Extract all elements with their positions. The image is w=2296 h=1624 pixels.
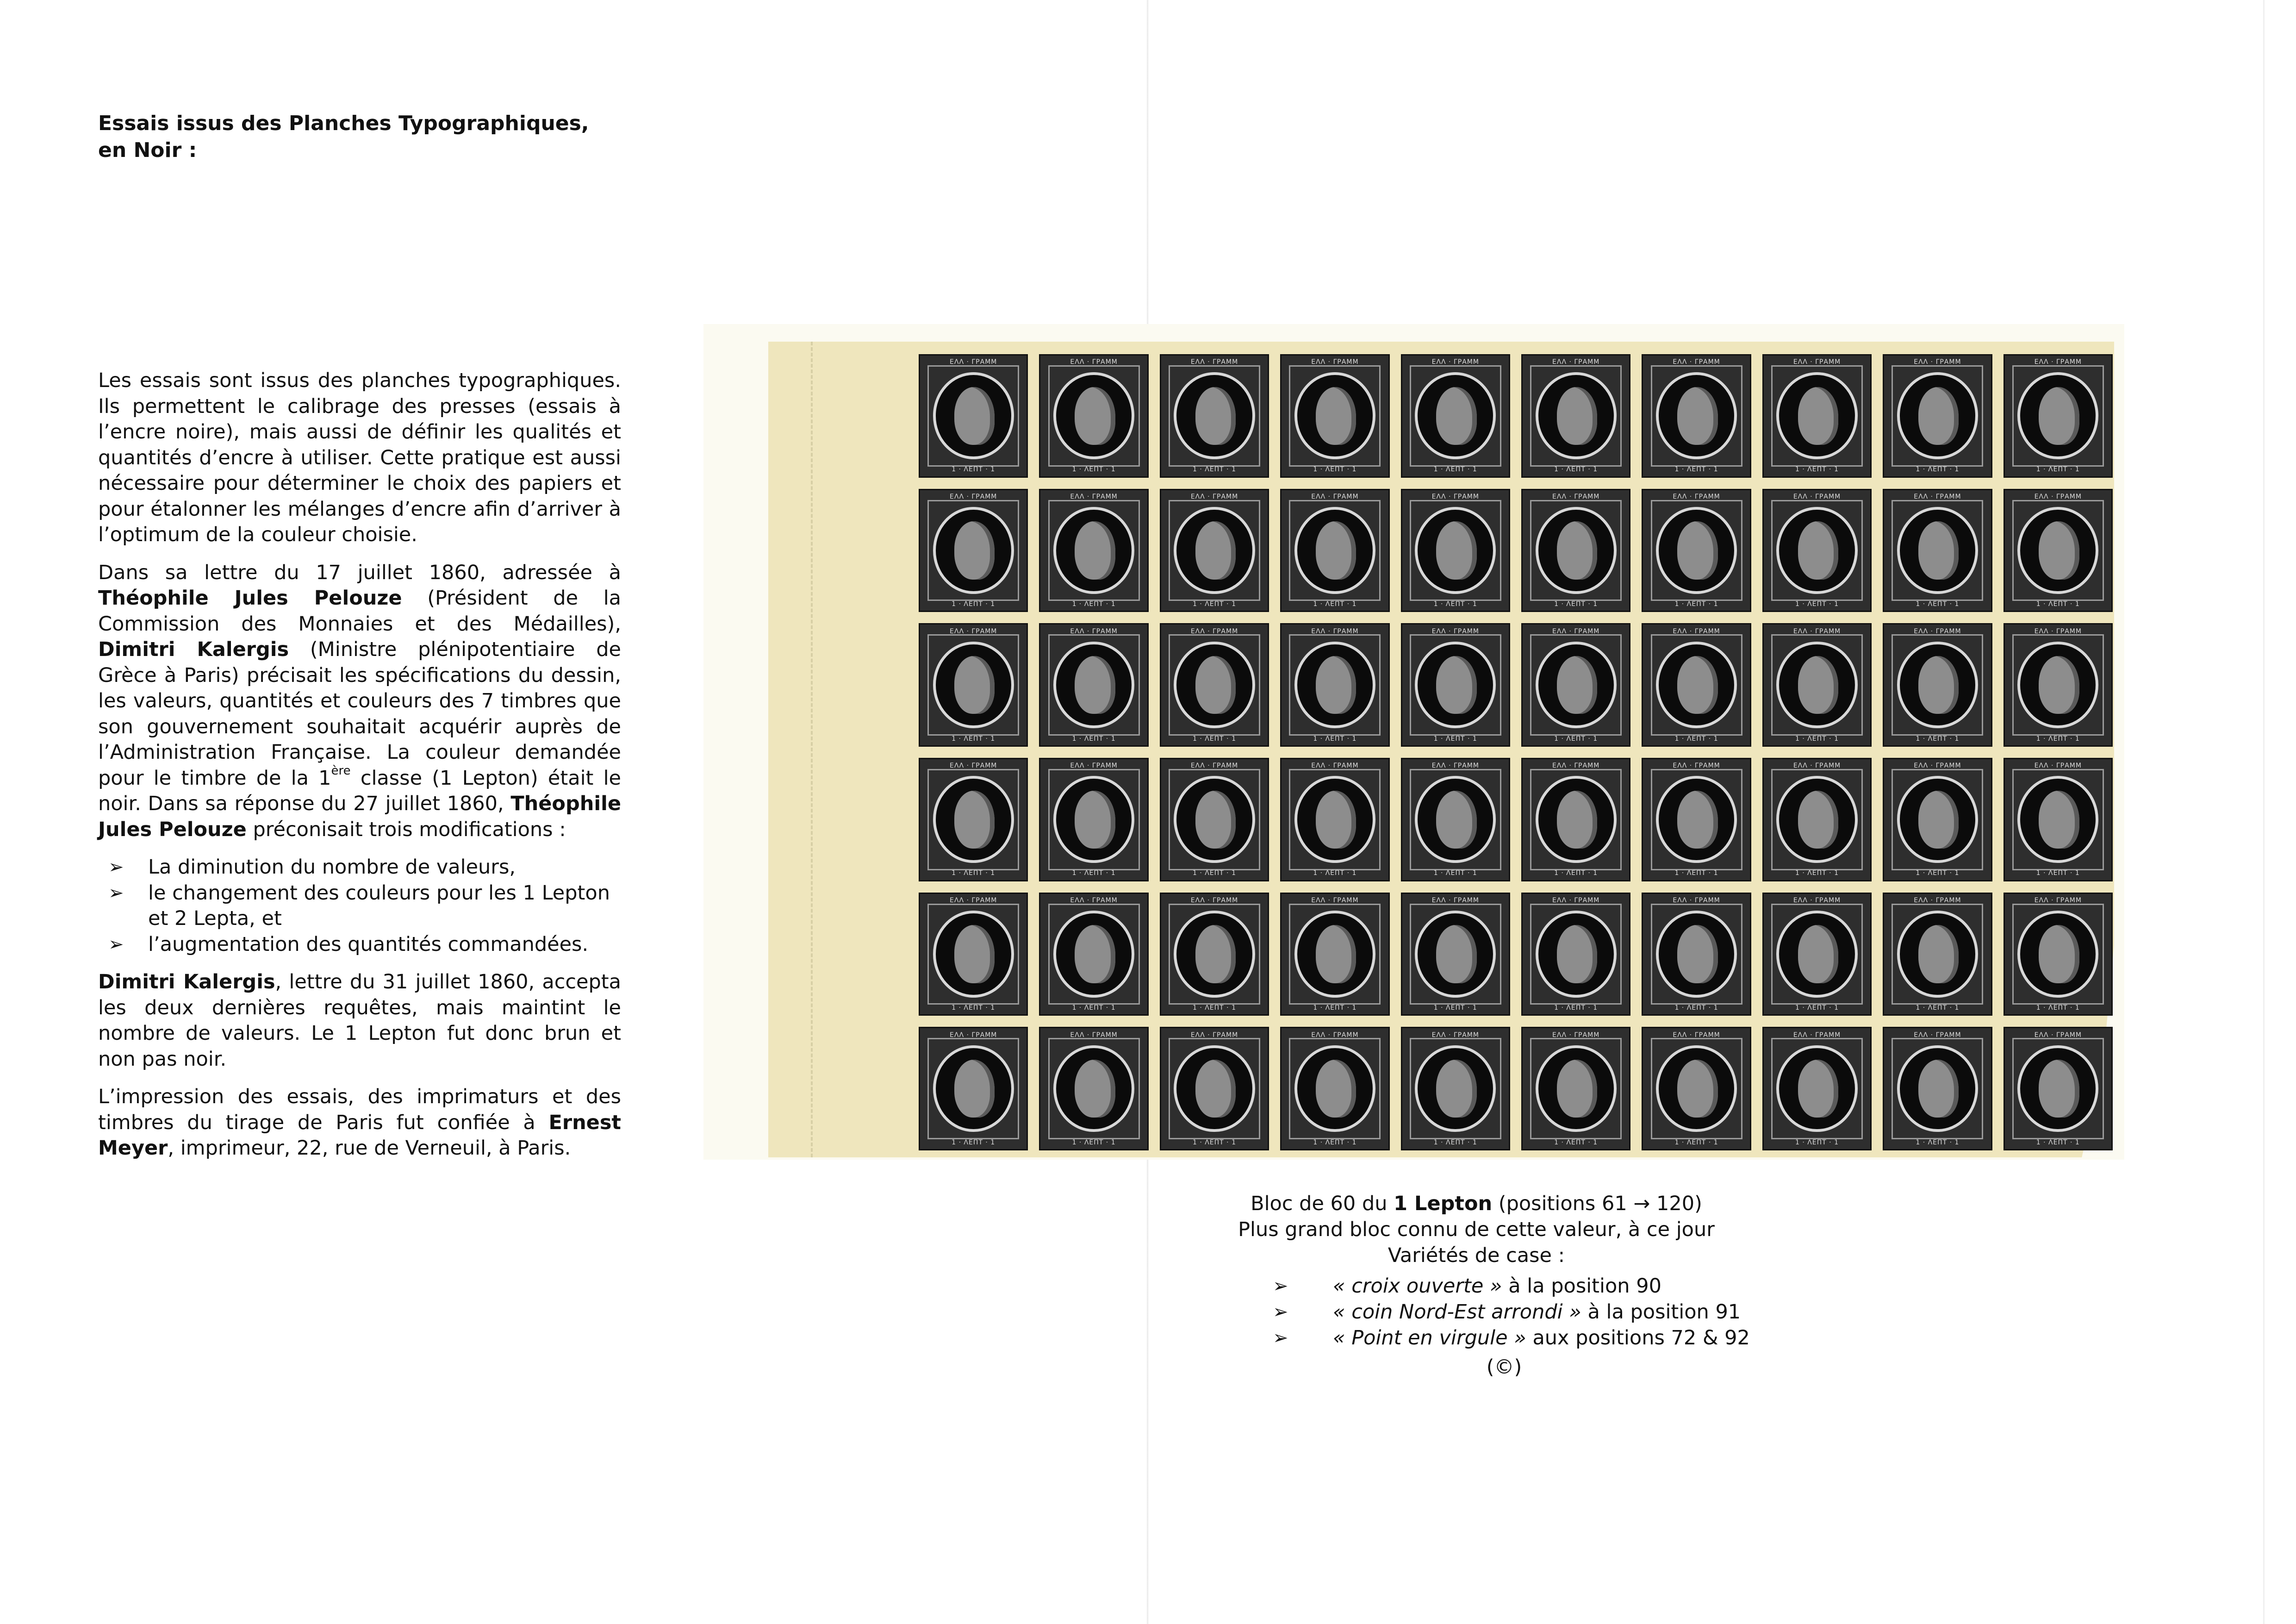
stamp [2004,893,2113,1016]
stamp-top-inscription: ΕΛΛ · ΓΡΑΜΜ [950,493,997,500]
hermes-head-icon [1918,656,1959,714]
stamp-top-inscription: ΕΛΛ · ΓΡΑΜΜ [1914,493,1961,500]
stamp-bottom-inscription: 1 · ΛΕΠΤ · 1 [1072,869,1116,877]
list-item: ➢ l’augmentation des quantités commandées. [98,932,621,958]
hermes-head-icon [954,1060,995,1118]
stamp-top-inscription: ΕΛΛ · ΓΡΑΜΜ [1070,493,1118,500]
stamp [1642,489,1751,612]
arrow-bullet-icon: ➢ [108,933,124,955]
stamp-top-inscription: ΕΛΛ · ΓΡΑΜΜ [1673,896,1720,904]
stamp [1401,623,1510,747]
stamp-top-inscription: ΕΛΛ · ΓΡΑΜΜ [1793,358,1841,366]
stamp [919,1027,1028,1150]
stamp-bottom-inscription: 1 · ΛΕΠΤ · 1 [2036,1004,2080,1012]
stamp [1883,354,1992,478]
stamp [1883,1027,1992,1150]
stamp-bottom-inscription: 1 · ΛΕΠΤ · 1 [952,600,996,608]
stamp [1883,489,1992,612]
stamp-top-inscription: ΕΛΛ · ΓΡΑΜΜ [1431,358,1479,366]
stamp [1160,354,1269,478]
stamp-top-inscription: ΕΛΛ · ΓΡΑΜΜ [2034,493,2082,500]
hermes-head-icon [1195,387,1236,445]
paragraph-1: Les essais sont issus des planches typographiques. Ils permettent le calibrage des presses (essais à l’encre noire), mais aussi de définir les qualités et quantités d’encre à utiliser. Cette pratique est aussi nécessaire pour déterminer le choix des papiers et pour étalonner les mélanges d’encre afin d’arriver à l’optimum de la couleur choisie. [98,369,621,546]
stamp [1762,354,1872,478]
caption-line-2: Plus grand bloc connu de cette valeur, à ce jour [1238,1218,1715,1241]
hermes-head-icon [1436,791,1477,849]
stamp-top-inscription: ΕΛΛ · ΓΡΑΜΜ [1311,358,1359,366]
stamp [2004,1027,2113,1150]
stamp [1642,1027,1751,1150]
p4-text-1: L’impression des essais, des imprimaturs et des timbres du tirage de Paris fut confiée à [98,1085,621,1134]
stamp-top-inscription: ΕΛΛ · ΓΡΑΜΜ [1431,627,1479,635]
name-kalergis: Dimitri Kalergis [98,638,289,661]
arrow-bullet-icon: ➢ [1273,1275,1288,1297]
stamp [1762,1027,1872,1150]
arrow-bullet-icon: ➢ [1273,1301,1288,1323]
stamp [1521,489,1630,612]
stamp-bottom-inscription: 1 · ΛΕΠΤ · 1 [1192,735,1236,743]
hermes-head-icon [954,925,995,983]
stamp [1160,893,1269,1016]
stamp-top-inscription: ΕΛΛ · ΓΡΑΜΜ [1431,762,1479,770]
stamp [1280,354,1389,478]
stamp-top-inscription: ΕΛΛ · ΓΡΑΜΜ [950,358,997,366]
hermes-head-icon [1316,656,1356,714]
stamp-bottom-inscription: 1 · ΛΕΠΤ · 1 [1433,735,1477,743]
page-edge [2263,0,2265,1624]
list-item: ➢ « Point en virgule » aux positions 72 & 92 [1273,1325,1874,1351]
hermes-head-icon [1436,1060,1477,1118]
hermes-head-icon [1677,521,1718,579]
stamp-bottom-inscription: 1 · ΛΕΠΤ · 1 [1072,1004,1116,1012]
stamp-top-inscription: ΕΛΛ · ΓΡΑΜΜ [1914,896,1961,904]
stamp-top-inscription: ΕΛΛ · ΓΡΑΜΜ [1673,1031,1720,1039]
hermes-head-icon [1918,925,1959,983]
stamp-top-inscription: ΕΛΛ · ΓΡΑΜΜ [1311,762,1359,770]
stamp-bottom-inscription: 1 · ΛΕΠΤ · 1 [1674,600,1718,608]
hermes-head-icon [1075,925,1115,983]
stamp-top-inscription: ΕΛΛ · ΓΡΑΜΜ [1311,1031,1359,1039]
stamp-bottom-inscription: 1 · ΛΕΠΤ · 1 [1674,1004,1718,1012]
stamp-bottom-inscription: 1 · ΛΕΠΤ · 1 [1072,600,1116,608]
stamp [1039,758,1148,881]
stamp-top-inscription: ΕΛΛ · ΓΡΑΜΜ [1552,762,1600,770]
hermes-head-icon [2039,387,2079,445]
stamp-top-inscription: ΕΛΛ · ΓΡΑΜΜ [1190,358,1238,366]
hermes-head-icon [954,656,995,714]
stamp [2004,623,2113,747]
stamp-top-inscription: ΕΛΛ · ΓΡΑΜΜ [1070,1031,1118,1039]
stamp-bottom-inscription: 1 · ΛΕΠΤ · 1 [1313,735,1357,743]
stamp-bottom-inscription: 1 · ΛΕΠΤ · 1 [1554,1138,1598,1146]
stamp-bottom-inscription: 1 · ΛΕΠΤ · 1 [1192,1004,1236,1012]
hermes-head-icon [1677,656,1718,714]
stamp-top-inscription: ΕΛΛ · ΓΡΑΜΜ [1311,493,1359,500]
stamp [1642,354,1751,478]
stamp-bottom-inscription: 1 · ΛΕΠΤ · 1 [2036,869,2080,877]
stamp-bottom-inscription: 1 · ΛΕΠΤ · 1 [952,869,996,877]
list-item: ➢ « coin Nord-Est arrondi » à la position 91 [1273,1299,1874,1325]
stamp [1883,893,1992,1016]
stamp [1401,489,1510,612]
stamp-bottom-inscription: 1 · ΛΕΠΤ · 1 [1916,869,1960,877]
hermes-head-icon [1195,1060,1236,1118]
p2-text-1: Dans sa lettre du 17 juillet 1860, adressée à [98,561,621,584]
stamp [1762,758,1872,881]
stamp-bottom-inscription: 1 · ΛΕΠΤ · 1 [1674,735,1718,743]
stamp-bottom-inscription: 1 · ΛΕΠΤ · 1 [1916,735,1960,743]
stamp [1039,489,1148,612]
hermes-head-icon [1195,791,1236,849]
stamp [1521,893,1630,1016]
heading-line-2: en Noir : [98,138,197,162]
hermes-head-icon [1798,656,1839,714]
stamp-top-inscription: ΕΛΛ · ΓΡΑΜΜ [2034,358,2082,366]
hermes-head-icon [1557,1060,1598,1118]
stamp-top-inscription: ΕΛΛ · ΓΡΑΜΜ [950,627,997,635]
hermes-head-icon [1677,1060,1718,1118]
stamp-bottom-inscription: 1 · ΛΕΠΤ · 1 [1795,1138,1839,1146]
stamp-bottom-inscription: 1 · ΛΕΠΤ · 1 [1313,466,1357,474]
stamp-bottom-inscription: 1 · ΛΕΠΤ · 1 [952,1138,996,1146]
hermes-head-icon [1075,791,1115,849]
stamp-top-inscription: ΕΛΛ · ΓΡΑΜΜ [2034,762,2082,770]
superscript-ere: ère [331,763,351,778]
stamp-top-inscription: ΕΛΛ · ΓΡΑΜΜ [2034,1031,2082,1039]
stamp [1642,758,1751,881]
hermes-head-icon [2039,656,2079,714]
hermes-head-icon [1557,925,1598,983]
heading-line-1: Essais issus des Planches Typographiques, [98,112,589,135]
stamp-top-inscription: ΕΛΛ · ΓΡΑΜΜ [1673,627,1720,635]
stamp-top-inscription: ΕΛΛ · ΓΡΑΜΜ [1311,896,1359,904]
modifications-list [98,855,621,957]
hermes-head-icon [2039,791,2079,849]
stamp [919,489,1028,612]
paragraph-2 [98,560,621,843]
hermes-head-icon [1798,1060,1839,1118]
name-kalergis-2: Dimitri Kalergis [98,970,275,993]
name-pelouze-2: Théophile Jules Pelouze [98,792,621,841]
hermes-head-icon [1677,791,1718,849]
stamp [919,893,1028,1016]
stamp-top-inscription: ΕΛΛ · ΓΡΑΜΜ [1793,627,1841,635]
caption-line-3: Variétés de case : [1388,1244,1565,1267]
stamp-bottom-inscription: 1 · ΛΕΠΤ · 1 [1192,466,1236,474]
stamp-bottom-inscription: 1 · ΛΕΠΤ · 1 [1554,1004,1598,1012]
stamp [1521,354,1630,478]
stamp-bottom-inscription: 1 · ΛΕΠΤ · 1 [1795,869,1839,877]
stamp-bottom-inscription: 1 · ΛΕΠΤ · 1 [1433,600,1477,608]
hermes-head-icon [1316,521,1356,579]
hermes-head-icon [2039,925,2079,983]
hermes-head-icon [954,387,995,445]
arrow-bullet-icon: ➢ [108,882,124,904]
stamp-top-inscription: ΕΛΛ · ΓΡΑΜΜ [1311,627,1359,635]
stamp-bottom-inscription: 1 · ΛΕΠΤ · 1 [1674,1138,1718,1146]
stamp [919,354,1028,478]
stamp [1160,1027,1269,1150]
stamp-top-inscription: ΕΛΛ · ΓΡΑΜΜ [1552,493,1600,500]
stamp [919,623,1028,747]
p2-text-5: préconisait trois modifications : [246,818,566,841]
stamp [1401,354,1510,478]
hermes-head-icon [1677,387,1718,445]
stamp [1642,893,1751,1016]
hermes-head-icon [1677,925,1718,983]
stamp [1280,623,1389,747]
p4-text-2: , imprimeur, 22, rue de Verneuil, à Paris. [168,1137,571,1160]
stamp-bottom-inscription: 1 · ΛΕΠΤ · 1 [1192,1138,1236,1146]
stamp [1280,1027,1389,1150]
p2-text-3: (Ministre plénipotentiaire de Grèce à Paris) précisait les spécifications du dessin, les valeurs, quantités et couleurs des 7 timbres que son gouvernement souhaitait acquérir auprès de l’Administration Française. La couleur demandée pour le timbre de la 1 [98,638,621,790]
stamp [1039,1027,1148,1150]
stamp-top-inscription: ΕΛΛ · ΓΡΑΜΜ [1431,493,1479,500]
stamp [919,758,1028,881]
stamp-bottom-inscription: 1 · ΛΕΠΤ · 1 [2036,1138,2080,1146]
stamp-top-inscription: ΕΛΛ · ΓΡΑΜΜ [1673,493,1720,500]
hermes-head-icon [2039,1060,2079,1118]
paragraph-3 [98,969,621,1072]
stamp-bottom-inscription: 1 · ΛΕΠΤ · 1 [1192,869,1236,877]
hermes-head-icon [1195,521,1236,579]
hermes-head-icon [1436,656,1477,714]
stamp-block-grid [919,354,2113,1150]
stamp-top-inscription: ΕΛΛ · ΓΡΑΜΜ [1673,762,1720,770]
stamp [1521,758,1630,881]
hermes-head-icon [1798,387,1839,445]
stamp-bottom-inscription: 1 · ΛΕΠΤ · 1 [1916,1004,1960,1012]
hermes-head-icon [954,521,995,579]
caption-line-1: Bloc de 60 du 1 Lepton (positions 61 → 120) [1251,1192,1702,1215]
stamp [1521,623,1630,747]
hermes-head-icon [1798,791,1839,849]
stamp-bottom-inscription: 1 · ΛΕΠΤ · 1 [2036,735,2080,743]
stamp-top-inscription: ΕΛΛ · ΓΡΑΜΜ [1431,896,1479,904]
stamp-top-inscription: ΕΛΛ · ΓΡΑΜΜ [1914,762,1961,770]
stamp-bottom-inscription: 1 · ΛΕΠΤ · 1 [952,466,996,474]
stamp-bottom-inscription: 1 · ΛΕΠΤ · 1 [1072,1138,1116,1146]
stamp [1039,354,1148,478]
stamp [1762,489,1872,612]
stamp-bottom-inscription: 1 · ΛΕΠΤ · 1 [1795,735,1839,743]
stamp-bottom-inscription: 1 · ΛΕΠΤ · 1 [1795,1004,1839,1012]
stamp [1280,489,1389,612]
stamp-top-inscription: ΕΛΛ · ΓΡΑΜΜ [950,1031,997,1039]
stamp [1160,489,1269,612]
stamp-bottom-inscription: 1 · ΛΕΠΤ · 1 [1554,466,1598,474]
hermes-head-icon [2039,521,2079,579]
stamp [1039,623,1148,747]
hermes-head-icon [1918,521,1959,579]
hermes-head-icon [1798,925,1839,983]
name-meyer: Ernest Meyer [98,1111,621,1160]
stamp-bottom-inscription: 1 · ΛΕΠΤ · 1 [1433,1138,1477,1146]
stamp-top-inscription: ΕΛΛ · ΓΡΑΜΜ [1793,493,1841,500]
stamp-top-inscription: ΕΛΛ · ΓΡΑΜΜ [1914,1031,1961,1039]
stamp-bottom-inscription: 1 · ΛΕΠΤ · 1 [1916,466,1960,474]
name-pelouze: Théophile Jules Pelouze [98,587,402,610]
stamp-bottom-inscription: 1 · ΛΕΠΤ · 1 [1072,466,1116,474]
stamp-bottom-inscription: 1 · ΛΕΠΤ · 1 [1554,735,1598,743]
stamp-bottom-inscription: 1 · ΛΕΠΤ · 1 [2036,466,2080,474]
hermes-head-icon [1436,387,1477,445]
stamp [1401,758,1510,881]
hermes-head-icon [1195,656,1236,714]
stamp-top-inscription: ΕΛΛ · ΓΡΑΜΜ [1793,762,1841,770]
stamp-top-inscription: ΕΛΛ · ΓΡΑΜΜ [1190,627,1238,635]
stamp-top-inscription: ΕΛΛ · ΓΡΑΜΜ [950,762,997,770]
stamp-bottom-inscription: 1 · ΛΕΠΤ · 1 [952,1004,996,1012]
stamp [1401,1027,1510,1150]
varieties-list [1273,1273,1874,1351]
stamp-top-inscription: ΕΛΛ · ΓΡΑΜΜ [1190,896,1238,904]
hermes-head-icon [1557,387,1598,445]
caption-value: 1 Lepton [1394,1192,1493,1215]
stamp-bottom-inscription: 1 · ΛΕΠΤ · 1 [1795,466,1839,474]
stamp-bottom-inscription: 1 · ΛΕΠΤ · 1 [1916,1138,1960,1146]
stamp [1762,893,1872,1016]
hermes-head-icon [1316,1060,1356,1118]
hermes-head-icon [1075,387,1115,445]
stamp-top-inscription: ΕΛΛ · ΓΡΑΜΜ [1914,627,1961,635]
stamp-top-inscription: ΕΛΛ · ΓΡΑΜΜ [1793,1031,1841,1039]
stamp-bottom-inscription: 1 · ΛΕΠΤ · 1 [1433,869,1477,877]
selvage-perforation [811,342,813,1157]
stamp [1883,758,1992,881]
hermes-head-icon [1195,925,1236,983]
stamp-bottom-inscription: 1 · ΛΕΠΤ · 1 [1554,600,1598,608]
stamp-top-inscription: ΕΛΛ · ΓΡΑΜΜ [1070,358,1118,366]
stamp-top-inscription: ΕΛΛ · ΓΡΑΜΜ [2034,627,2082,635]
stamp [1883,623,1992,747]
stamp-top-inscription: ΕΛΛ · ΓΡΑΜΜ [1673,358,1720,366]
hermes-head-icon [1316,925,1356,983]
arrow-bullet-icon: ➢ [108,856,124,878]
stamp-top-inscription: ΕΛΛ · ΓΡΑΜΜ [2034,896,2082,904]
list-item: ➢ le changement des couleurs pour les 1 Lepton et 2 Lepta, et [108,881,610,930]
hermes-head-icon [1075,521,1115,579]
p2-text-2: (Président de la Commission des Monnaies et des Médailles), [98,587,622,636]
stamp-top-inscription: ΕΛΛ · ΓΡΑΜΜ [1190,493,1238,500]
hermes-head-icon [1075,656,1115,714]
hermes-head-icon [1557,791,1598,849]
block-caption [1176,1191,1777,1268]
stamp-bottom-inscription: 1 · ΛΕΠΤ · 1 [1674,869,1718,877]
p3-text: , lettre du 31 juillet 1860, accepta les deux dernières requêtes, mais maintint le nombre de valeurs. Le 1 Lepton fut donc brun et non pas noir. [98,970,621,1071]
page-heading [98,110,626,164]
stamp-top-inscription: ΕΛΛ · ΓΡΑΜΜ [1552,358,1600,366]
stamp-bottom-inscription: 1 · ΛΕΠΤ · 1 [1916,600,1960,608]
stamp-bottom-inscription: 1 · ΛΕΠΤ · 1 [1313,1004,1357,1012]
stamp [1642,623,1751,747]
stamp [1280,758,1389,881]
stamp-top-inscription: ΕΛΛ · ΓΡΑΜΜ [950,896,997,904]
hermes-head-icon [1557,656,1598,714]
hermes-head-icon [1436,521,1477,579]
stamp-bottom-inscription: 1 · ΛΕΠΤ · 1 [2036,600,2080,608]
stamp-top-inscription: ΕΛΛ · ΓΡΑΜΜ [1190,762,1238,770]
stamp-top-inscription: ΕΛΛ · ΓΡΑΜΜ [1914,358,1961,366]
stamp-top-inscription: ΕΛΛ · ΓΡΑΜΜ [1070,762,1118,770]
stamp [2004,354,2113,478]
hermes-head-icon [1798,521,1839,579]
stamp [1762,623,1872,747]
stamp-bottom-inscription: 1 · ΛΕΠΤ · 1 [1313,1138,1357,1146]
list-item: ➢ La diminution du nombre de valeurs, [98,855,621,881]
stamp-bottom-inscription: 1 · ΛΕΠΤ · 1 [1313,600,1357,608]
list-item: ➢ « croix ouverte » à la position 90 [1273,1273,1874,1299]
stamp [1401,893,1510,1016]
stamp-top-inscription: ΕΛΛ · ΓΡΑΜΜ [1190,1031,1238,1039]
stamp [2004,489,2113,612]
stamp-bottom-inscription: 1 · ΛΕΠΤ · 1 [1192,600,1236,608]
hermes-head-icon [1075,1060,1115,1118]
stamp [1160,758,1269,881]
stamp-top-inscription: ΕΛΛ · ΓΡΑΜΜ [1431,1031,1479,1039]
stamp [1521,1027,1630,1150]
stamp-bottom-inscription: 1 · ΛΕΠΤ · 1 [1433,1004,1477,1012]
hermes-head-icon [1436,925,1477,983]
stamp-bottom-inscription: 1 · ΛΕΠΤ · 1 [1072,735,1116,743]
stamp-top-inscription: ΕΛΛ · ΓΡΑΜΜ [1552,1031,1600,1039]
stamp-bottom-inscription: 1 · ΛΕΠΤ · 1 [1554,869,1598,877]
p2-text-4: classe (1 Lepton) était le noir. Dans sa réponse du 27 juillet 1860, [98,766,621,815]
stamp-top-inscription: ΕΛΛ · ΓΡΑΜΜ [1793,896,1841,904]
paragraph-4 [98,1084,621,1162]
hermes-head-icon [954,791,995,849]
arrow-bullet-icon: ➢ [1273,1327,1288,1349]
stamp [1160,623,1269,747]
stamp-bottom-inscription: 1 · ΛΕΠΤ · 1 [1795,600,1839,608]
stamp-bottom-inscription: 1 · ΛΕΠΤ · 1 [952,735,996,743]
stamp-bottom-inscription: 1 · ΛΕΠΤ · 1 [1433,466,1477,474]
stamp-top-inscription: ΕΛΛ · ΓΡΑΜΜ [1070,627,1118,635]
stamp-top-inscription: ΕΛΛ · ΓΡΑΜΜ [1070,896,1118,904]
stamp [1039,893,1148,1016]
body-text [98,368,621,1174]
stamp-top-inscription: ΕΛΛ · ΓΡΑΜΜ [1552,896,1600,904]
stamp-bottom-inscription: 1 · ΛΕΠΤ · 1 [1313,869,1357,877]
stamp [1280,893,1389,1016]
copyright-mark: (©) [1486,1355,1522,1379]
stamp-top-inscription: ΕΛΛ · ΓΡΑΜΜ [1552,627,1600,635]
hermes-head-icon [1557,521,1598,579]
stamp [2004,758,2113,881]
hermes-head-icon [1918,1060,1959,1118]
stamp-bottom-inscription: 1 · ΛΕΠΤ · 1 [1674,466,1718,474]
